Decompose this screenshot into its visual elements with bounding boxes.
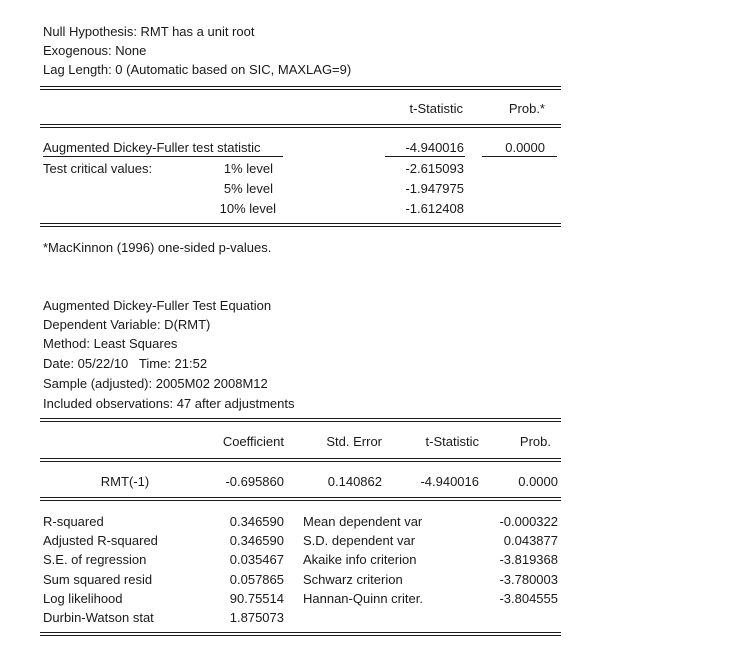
stat-label: Log likelihood — [43, 591, 123, 606]
stat-value: -0.000322 — [499, 514, 558, 529]
stat-label: Schwarz criterion — [303, 572, 403, 587]
stat-label: Durbin-Watson stat — [43, 610, 154, 625]
exogenous: Exogenous: None — [43, 43, 147, 58]
level-value: -1.612408 — [405, 201, 464, 216]
col-header-tstat: t-Statistic — [425, 434, 479, 449]
level-value: -2.615093 — [405, 161, 464, 176]
col-header-coefficient: Coefficient — [222, 434, 284, 449]
stat-value: 0.057865 — [229, 572, 284, 587]
stat-label: Sum squared resid — [43, 572, 153, 587]
stat-value: 0.043877 — [503, 533, 558, 548]
sample: Sample (adjusted): 2005M02 2008M12 — [43, 376, 268, 391]
level-label: 10% level — [219, 201, 276, 216]
equation-title: Augmented Dickey-Fuller Test Equation — [43, 298, 272, 313]
col-header-std-error: Std. Error — [326, 434, 382, 449]
stat-label: R-squared — [43, 514, 104, 529]
adf-prob-value: 0.0000 — [505, 140, 545, 155]
method: Method: Least Squares — [43, 336, 178, 351]
stat-value: 0.346590 — [229, 533, 284, 548]
tstat-value: -4.940016 — [420, 474, 479, 489]
stat-value: -3.780003 — [499, 572, 558, 587]
dependent-variable: Dependent Variable: D(RMT) — [43, 317, 211, 332]
table-rule — [40, 497, 561, 501]
null-hypothesis: Null Hypothesis: RMT has a unit root — [43, 24, 255, 39]
table-rule — [40, 632, 561, 636]
level-label: 1% level — [223, 161, 273, 176]
variable-name: RMT(-1) — [100, 474, 150, 489]
table-rule — [40, 418, 561, 422]
col-header-prob: Prob. — [519, 434, 551, 449]
lag-length: Lag Length: 0 (Automatic based on SIC, MAXLAG=9) — [43, 62, 352, 77]
stat-label: Mean dependent var — [303, 514, 423, 529]
stat-value: 0.035467 — [229, 552, 284, 567]
stat-label: S.E. of regression — [43, 552, 147, 567]
stat-label: Hannan-Quinn criter. — [303, 591, 423, 606]
coefficient-value: -0.695860 — [225, 474, 284, 489]
stat-label: Akaike info criterion — [303, 552, 417, 567]
table-rule — [40, 223, 561, 227]
table-rule — [40, 458, 561, 462]
adf-statistic-value: -4.940016 — [405, 140, 464, 155]
stat-value: 90.75514 — [229, 591, 284, 606]
stat-value: 1.875073 — [229, 610, 284, 625]
stat-label: Adjusted R-squared — [43, 533, 158, 548]
level-label: 5% level — [223, 181, 273, 196]
date-time: Date: 05/22/10 Time: 21:52 — [43, 356, 208, 371]
std-error-value: 0.140862 — [327, 474, 382, 489]
col-header-prob: Prob.* — [508, 101, 545, 116]
underline — [43, 156, 283, 157]
adf-statistic-label: Augmented Dickey-Fuller test statistic — [43, 140, 261, 155]
table-rule — [40, 124, 561, 128]
underline — [482, 156, 557, 157]
level-value: -1.947975 — [405, 181, 464, 196]
footnote: *MacKinnon (1996) one-sided p-values. — [43, 240, 272, 255]
table-rule — [40, 86, 561, 90]
stat-value: 0.346590 — [229, 514, 284, 529]
observations: Included observations: 47 after adjustments — [43, 396, 295, 411]
stat-value: -3.804555 — [499, 591, 558, 606]
stat-label: S.D. dependent var — [303, 533, 416, 548]
underline — [385, 156, 465, 157]
critical-values-label: Test critical values: — [43, 161, 153, 176]
col-header-tstat: t-Statistic — [409, 101, 463, 116]
prob-value: 0.0000 — [518, 474, 558, 489]
stat-value: -3.819368 — [499, 552, 558, 567]
